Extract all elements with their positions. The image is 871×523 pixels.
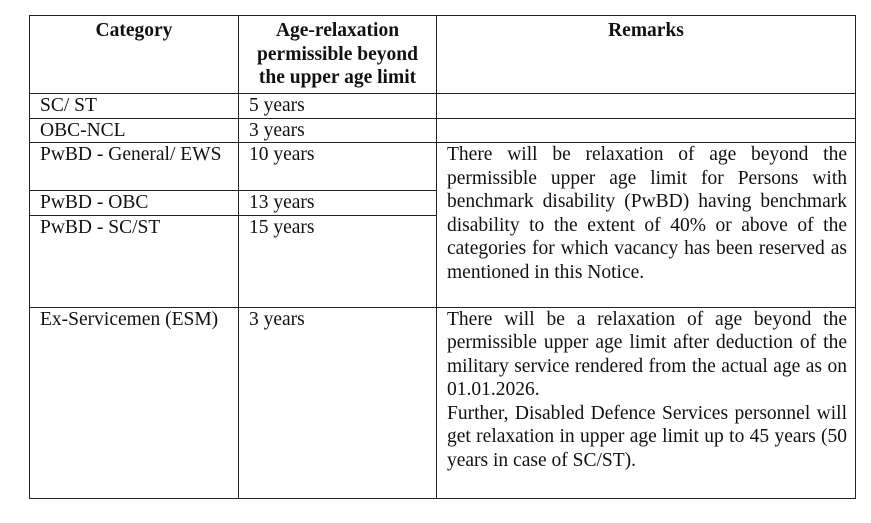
relaxation-cell: 5 years: [239, 94, 437, 119]
table-row-obc-ncl: [30, 118, 856, 143]
table-header-row: [30, 16, 856, 94]
esm-remarks-paragraph: There will be a relaxation of age beyond the permissible upper age limit after deduction of the military service rendered from the actual age as on 01.01.2026.: [447, 308, 847, 400]
remarks-cell: [437, 118, 856, 143]
category-cell: PwBD - OBC: [30, 191, 239, 216]
relaxation-cell: 3 years: [239, 118, 437, 143]
category-cell: PwBD - General/ EWS: [30, 143, 239, 191]
header-remarks: Remarks: [437, 16, 856, 94]
esm-remarks-paragraph: Further, Disabled Defence Services personnel will get relaxation in upper age limit up to 45 years (50 years in case of SC/ST).: [447, 402, 847, 471]
relaxation-cell: 10 years: [239, 143, 437, 191]
category-cell: Ex-Servicemen (ESM): [30, 307, 239, 498]
esm-remarks-cell: [437, 307, 856, 498]
remarks-cell: [437, 94, 856, 119]
pwbd-remarks-cell: There will be relaxation of age beyond the permissible upper age limit for Persons with benchmark disability (PwBD) having benchmark disability to the extent of 40% or above of the categories for which vacancy has been reserved as mentioned in this Notice.: [437, 143, 856, 308]
category-cell: SC/ ST: [30, 94, 239, 119]
header-category: Category: [30, 16, 239, 94]
table-row-sc-st: [30, 94, 856, 119]
table-row-ex-servicemen: [30, 307, 856, 498]
category-cell: PwBD - SC/ST: [30, 215, 239, 307]
table-row-pwbd-general-ews: [30, 143, 856, 191]
header-age-relaxation: Age-relaxation permissible beyond the upper age limit: [239, 16, 437, 94]
relaxation-cell: 13 years: [239, 191, 437, 216]
category-cell: OBC-NCL: [30, 118, 239, 143]
age-relaxation-table: [29, 15, 856, 499]
relaxation-cell: 15 years: [239, 215, 437, 307]
relaxation-cell: 3 years: [239, 307, 437, 498]
